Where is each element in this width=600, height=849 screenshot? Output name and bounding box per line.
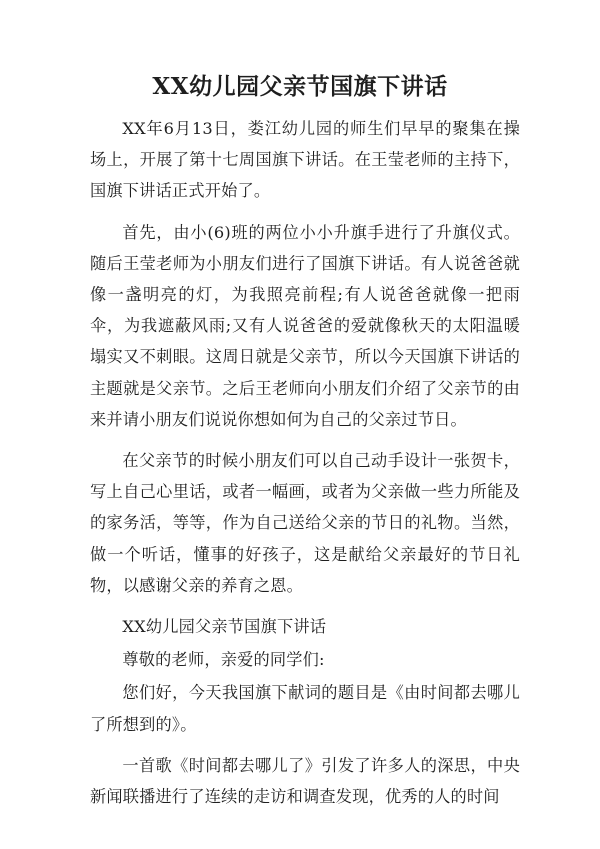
paragraph-flag-ceremony: 首先，由小(6)班的两位小小升旗手进行了升旗仪式。随后王莹老师为小朋友们进行了国旗下讲话。有人说爸爸就像一盏明亮的灯，为我照亮前程;有人说爸爸就像一把雨伞，为我遮蔽风雨;又有人说爸爸的爱就像秋天的太阳温暖塌实又不刺眼。这周日就是父亲节，所以今天国旗下讲话的主题就是父亲节。之后王老师向小朋友们介绍了父亲节的由来并请小朋友们说说你想如何为自己的父亲过节日。 — [90, 222, 520, 429]
paragraph-intro: XX年6月13日，娄江幼儿园的师生们早早的聚集在操场上，开展了第十七周国旗下讲话。在王莹老师的主持下，国旗下讲话正式开始了。 — [90, 119, 520, 201]
document-body — [90, 113, 520, 822]
paragraph-greeting: 您们好，今天我国旗下献词的题目是《由时间都去哪儿了所想到的》。 — [90, 683, 520, 734]
salutation: 尊敬的老师，亲爱的同学们: — [122, 650, 325, 670]
section-heading: XX幼儿园父亲节国旗下讲话 — [122, 617, 327, 637]
paragraph-song: 一首歌《时间都去哪儿了》引发了许多人的深思，中央新闻联播进行了连续的走访和调查发现，优秀的人的时间 — [90, 755, 520, 807]
document-title: XX幼儿园父亲节国旗下讲话 — [152, 73, 448, 100]
paragraph-gift-ideas: 在父亲节的时候小朋友们可以自己动手设计一张贺卡，写上自己心里话，或者一幅画，或者为父亲做一些力所能及的家务活，等等，作为自己送给父亲的节日的礼物。当然，做一个听话，懂事的好孩子，这是献给父亲最好的节日礼物，以感谢父亲的养育之恩。 — [90, 451, 520, 595]
